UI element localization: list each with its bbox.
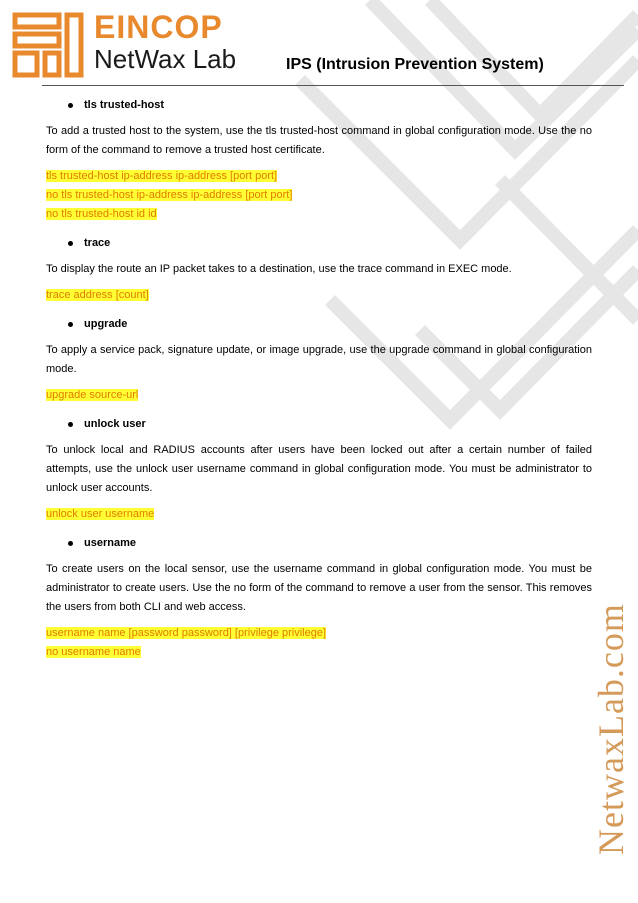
bullet-icon: [68, 322, 73, 327]
watermark: NetwaxLab.com: [591, 603, 631, 855]
section-paragraph: To unlock local and RADIUS accounts after users have been locked out after a certain number of failed attempts, use the unlock user username command in global configuration mode. You must be administrator to unlock user accounts.: [46, 444, 592, 494]
section-paragraph: To create users on the local sensor, use the username command in global configuration mode. You must be administrator to create users. Use the no form of the command to remove a user from the sensor. This removes the users from both CLI and web access.: [46, 563, 592, 613]
code-line: no tls trusted-host id id: [46, 208, 157, 220]
section-heading: upgrade: [46, 315, 592, 334]
code-block: [46, 386, 592, 405]
code-block: [46, 167, 592, 224]
section-paragraph: To apply a service pack, signature update, or image upgrade, use the upgrade command in global configuration mode.: [46, 344, 592, 375]
header-divider: [42, 85, 624, 86]
brand-name: EINCOP: [94, 9, 223, 45]
code-line: tls trusted-host ip-address ip-address [port port]: [46, 170, 278, 182]
section-heading: trace: [46, 234, 592, 253]
code-block: [46, 505, 592, 524]
code-line: no username name: [46, 646, 141, 658]
section-paragraph: To add a trusted host to the system, use the tls trusted-host command in global configuration mode. Use the no form of the command to remove a trusted host certificate.: [46, 125, 592, 156]
code-line: username name [password password] [privilege privilege]: [46, 627, 327, 639]
code-line: no tls trusted-host ip-address ip-address [port port]: [46, 189, 293, 201]
bullet-icon: [68, 241, 73, 246]
section-heading: username: [46, 534, 592, 553]
bullet-icon: [68, 422, 73, 427]
code-line: upgrade source-url: [46, 389, 139, 401]
eincop-logo-icon: [12, 12, 84, 78]
bullet-icon: [68, 541, 73, 546]
code-line: trace address [count]: [46, 289, 149, 301]
document-body: [46, 96, 592, 662]
section-heading: unlock user: [46, 415, 592, 434]
bullet-icon: [68, 103, 73, 108]
code-block: [46, 286, 592, 305]
brand-subtitle: NetWax Lab: [94, 44, 237, 74]
code-line: unlock user username: [46, 508, 155, 520]
section-paragraph: To display the route an IP packet takes to a destination, use the trace command in EXEC mode.: [46, 263, 512, 275]
section-heading: tls trusted-host: [46, 96, 592, 115]
code-block: [46, 624, 592, 662]
document-title: IPS (Intrusion Prevention System): [286, 56, 544, 73]
